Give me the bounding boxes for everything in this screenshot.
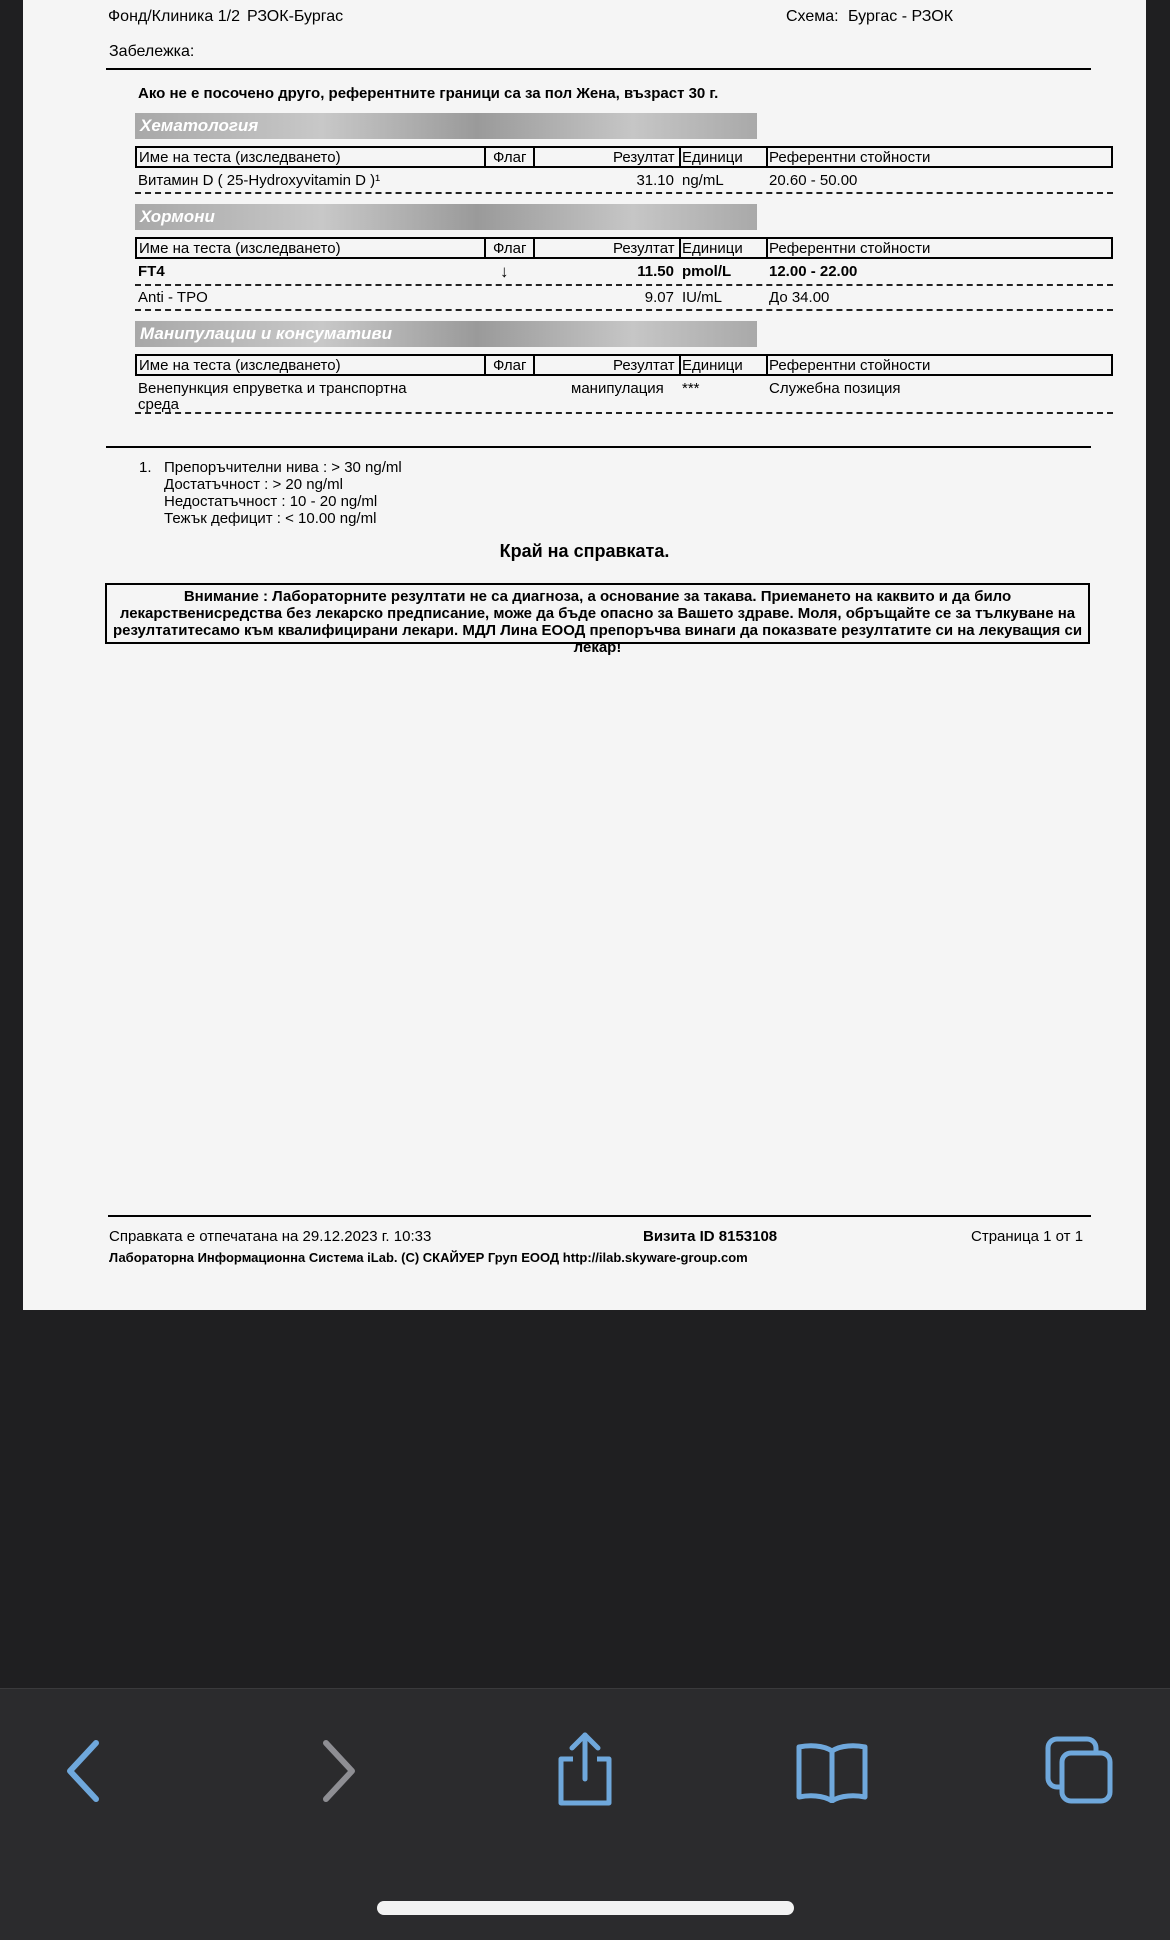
- footer-divider: [108, 1215, 1091, 1217]
- col-reference: Референтни стойности: [769, 149, 931, 166]
- arrow-down-icon: ↓: [500, 262, 509, 281]
- system-credit: Лабораторна Информационна Система iLab. (C) СКАЙУЕР Груп ЕООД http://ilab.skyware-group.com: [109, 1250, 748, 1265]
- row-divider: [135, 192, 1113, 194]
- test-units: ***: [682, 380, 700, 397]
- row-divider: [135, 284, 1113, 286]
- table-header: [135, 237, 1113, 259]
- test-name: Anti - TPO: [138, 289, 208, 306]
- col-flag: Флаг: [493, 240, 527, 257]
- page-number: Страница 1 от 1: [971, 1228, 1084, 1245]
- scheme-value: Бургас - РЗОК: [848, 8, 954, 25]
- section-title-hormones: Хормони: [135, 204, 757, 230]
- test-result: манипулация: [571, 380, 664, 397]
- col-result: Резултат: [613, 149, 675, 166]
- reference-note: Ако не е посочено друго, референтните граници са за пол Жена, възраст 30 г.: [138, 85, 719, 102]
- col-units: Единици: [682, 357, 743, 374]
- footnote-line: Достатъчност : > 20 ng/ml: [164, 476, 343, 493]
- header-divider: [106, 68, 1091, 70]
- test-reference: 20.60 - 50.00: [769, 172, 858, 189]
- test-reference: До 34.00: [769, 289, 830, 306]
- note-label: Забележка:: [109, 43, 195, 60]
- test-result: 11.50: [637, 263, 674, 280]
- end-of-report: Край на справката.: [499, 541, 670, 561]
- test-reference: Служебна позиция: [769, 380, 901, 397]
- warning-box: Внимание : Лабораторните резултати не са диагноза, а основание за такава. Приемането на каквито и да било лекарственисредства без лекарско предписание, може да бъде опасно за Вашето здраве. Моля, обръщайте се за тълкуване на резултатитесамо към квалифицирани лекари. МДЛ Лина ЕООД препоръчва винаги да показвате резултатите си на лекуващия си лекар!: [105, 583, 1090, 644]
- col-reference: Референтни стойности: [769, 357, 931, 374]
- footnote-line: Препоръчителни нива : > 30 ng/ml: [164, 459, 402, 476]
- test-name: FT4: [138, 263, 165, 280]
- section-title-manipulations: Манипулации и консумативи: [135, 321, 757, 347]
- section-divider: [106, 446, 1091, 448]
- share-icon[interactable]: [555, 1731, 615, 1812]
- col-flag: Флаг: [493, 357, 527, 374]
- table-header: [135, 146, 1113, 168]
- fund-label: Фонд/Клиника 1/2: [108, 8, 240, 25]
- footnote-line: Недостатъчност : 10 - 20 ng/ml: [164, 493, 378, 510]
- col-units: Единици: [682, 149, 743, 166]
- back-icon[interactable]: [64, 1739, 104, 1808]
- scheme-label: Схема:: [786, 8, 839, 25]
- fund-value: РЗОК-Бургас: [247, 8, 344, 25]
- test-units: pmol/L: [682, 263, 732, 280]
- col-name: Име на теста (изследването): [139, 149, 341, 166]
- col-name: Име на теста (изследването): [139, 240, 341, 257]
- col-units: Единици: [682, 240, 743, 257]
- printed-date: Справката е отпечатана на 29.12.2023 г. 10:33: [109, 1228, 432, 1245]
- test-name: Венепункция епруветка и транспортна: [138, 380, 407, 397]
- visit-id: Визита ID 8153108: [643, 1228, 778, 1245]
- table-header: [135, 354, 1113, 376]
- forward-icon[interactable]: [318, 1739, 358, 1808]
- col-result: Резултат: [613, 240, 675, 257]
- row-divider: [135, 412, 1113, 414]
- tabs-icon[interactable]: [1044, 1735, 1114, 1810]
- section-title-hematology: Хематология: [135, 113, 757, 139]
- test-result: 9.07: [644, 289, 674, 306]
- col-flag: Флаг: [493, 149, 527, 166]
- col-result: Резултат: [613, 357, 675, 374]
- test-name-continued: среда: [138, 396, 179, 413]
- document-page: [23, 0, 1146, 1310]
- test-units: ng/mL: [682, 172, 724, 189]
- test-reference: 12.00 - 22.00: [769, 263, 858, 280]
- test-result: 31.10: [636, 172, 674, 189]
- home-indicator[interactable]: [377, 1901, 794, 1915]
- bookmarks-icon[interactable]: [795, 1741, 869, 1808]
- col-reference: Референтни стойности: [769, 240, 931, 257]
- footnote-number: 1.: [139, 459, 152, 476]
- test-units: IU/mL: [682, 289, 723, 306]
- row-divider: [135, 309, 1113, 311]
- col-name: Име на теста (изследването): [139, 357, 341, 374]
- test-name: Витамин D ( 25-Hydroxyvitamin D )¹: [138, 172, 381, 189]
- footnote-line: Тежък дефицит : < 10.00 ng/ml: [164, 510, 377, 527]
